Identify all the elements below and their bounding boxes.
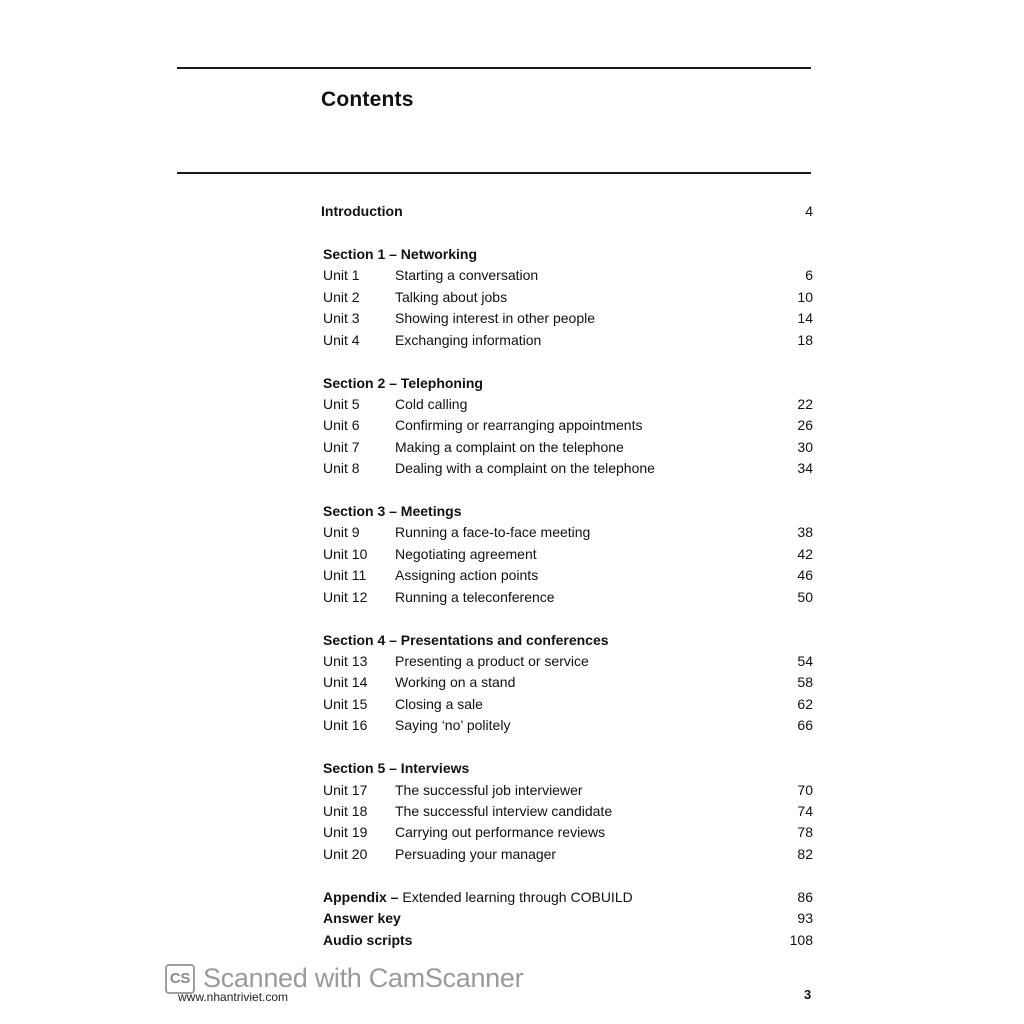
unit-page: 46 (797, 567, 813, 584)
unit-page: 42 (797, 545, 813, 562)
answer-key-label: Answer key (323, 910, 401, 927)
section-heading: Section 3 – Meetings (323, 503, 462, 520)
unit-number: Unit 4 (323, 331, 360, 348)
introduction-label: Introduction (321, 203, 403, 219)
introduction-page: 4 (805, 203, 813, 219)
unit-page: 38 (797, 524, 813, 541)
unit-page: 82 (797, 845, 813, 862)
toc-unit-row[interactable] (321, 715, 813, 736)
unit-title: Working on a stand (395, 674, 516, 691)
toc-unit-row[interactable] (321, 437, 813, 458)
page-title: Contents (321, 88, 414, 111)
section-heading: Section 5 – Interviews (323, 760, 470, 777)
toc-unit-row[interactable] (321, 415, 813, 436)
unit-number: Unit 16 (323, 717, 368, 734)
top-rule (177, 67, 811, 69)
unit-title: Starting a conversation (395, 267, 539, 284)
unit-number: Unit 20 (323, 845, 368, 862)
unit-page: 10 (797, 288, 813, 305)
unit-title: Talking about jobs (395, 288, 508, 305)
unit-number: Unit 6 (323, 417, 360, 434)
toc-audio-scripts[interactable] (321, 930, 813, 951)
unit-number: Unit 10 (323, 545, 368, 562)
unit-title: Making a complaint on the telephone (395, 438, 624, 455)
unit-title: Saying ‘no’ politely (395, 717, 511, 734)
toc-unit-row[interactable] (321, 822, 813, 843)
unit-title: Persuading your manager (395, 845, 557, 862)
toc-unit-row[interactable] (321, 330, 813, 351)
toc-unit-row[interactable] (321, 308, 813, 329)
unit-number: Unit 14 (323, 674, 368, 691)
unit-number: Unit 11 (323, 567, 367, 584)
unit-title: Confirming or rearranging appointments (395, 417, 643, 434)
unit-page: 62 (797, 695, 813, 712)
audio-scripts-page: 108 (789, 931, 813, 948)
unit-title: Negotiating agreement (395, 545, 537, 562)
unit-number: Unit 1 (323, 267, 360, 284)
unit-number: Unit 8 (323, 460, 360, 477)
toc-unit-row[interactable] (321, 844, 813, 865)
unit-page: 70 (797, 781, 813, 798)
unit-title: Showing interest in other people (395, 310, 596, 327)
title-rule (177, 172, 811, 174)
unit-page: 74 (797, 802, 813, 819)
unit-number: Unit 9 (323, 524, 360, 541)
toc-unit-row[interactable] (321, 587, 813, 608)
unit-number: Unit 7 (323, 438, 360, 455)
unit-number: Unit 15 (323, 695, 368, 712)
unit-page: 30 (797, 438, 813, 455)
toc-unit-row[interactable] (321, 522, 813, 543)
unit-title: Running a face-to-face meeting (395, 524, 591, 541)
unit-page: 22 (797, 395, 813, 412)
toc-unit-row[interactable] (321, 544, 813, 565)
unit-page: 18 (797, 331, 813, 348)
unit-page: 66 (797, 717, 813, 734)
section-heading: Section 1 – Networking (323, 245, 478, 262)
website-footer: www.nhantriviet.com (178, 990, 289, 1004)
toc-unit-row[interactable] (321, 651, 813, 672)
unit-title: Dealing with a complaint on the telephone (395, 460, 655, 477)
unit-page: 50 (797, 588, 813, 605)
unit-page: 14 (797, 310, 813, 327)
toc-unit-row[interactable] (321, 694, 813, 715)
toc-introduction[interactable] (321, 201, 813, 222)
unit-page: 54 (797, 653, 813, 670)
toc-unit-row[interactable] (321, 287, 813, 308)
unit-number: Unit 12 (323, 588, 368, 605)
table-of-contents (321, 201, 813, 951)
audio-scripts-label: Audio scripts (323, 931, 413, 948)
toc-unit-row[interactable] (321, 780, 813, 801)
section-heading: Section 4 – Presentations and conferences (323, 631, 609, 648)
toc-answer-key[interactable] (321, 908, 813, 929)
unit-number: Unit 18 (323, 802, 368, 819)
toc-unit-row[interactable] (321, 565, 813, 586)
unit-title: Running a teleconference (395, 588, 555, 605)
unit-title: The successful job interviewer (395, 781, 583, 798)
unit-page: 34 (797, 460, 813, 477)
unit-title: Presenting a product or service (395, 653, 589, 670)
toc-unit-row[interactable] (321, 801, 813, 822)
unit-number: Unit 2 (323, 288, 360, 305)
section-heading: Section 2 – Telephoning (323, 374, 483, 391)
unit-number: Unit 13 (323, 653, 368, 670)
unit-title: Exchanging information (395, 331, 542, 348)
unit-page: 58 (797, 674, 813, 691)
toc-unit-row[interactable] (321, 672, 813, 693)
unit-number: Unit 3 (323, 310, 360, 327)
unit-page: 78 (797, 824, 813, 841)
toc-appendix[interactable] (321, 887, 813, 908)
unit-page: 6 (805, 267, 813, 284)
unit-page: 26 (797, 417, 813, 434)
unit-title: Assigning action points (395, 567, 539, 584)
answer-key-page: 93 (797, 910, 813, 927)
camscanner-logo-icon: CS (165, 964, 195, 994)
appendix-title: Extended learning through COBUILD (402, 888, 633, 905)
unit-title: The successful interview candidate (395, 802, 613, 819)
toc-unit-row[interactable] (321, 394, 813, 415)
unit-title: Carrying out performance reviews (395, 824, 606, 841)
unit-title: Closing a sale (395, 695, 483, 712)
appendix-label: Appendix – (323, 888, 399, 905)
unit-number: Unit 17 (323, 781, 368, 798)
toc-unit-row[interactable] (321, 265, 813, 286)
page-number: 3 (804, 987, 812, 1002)
unit-number: Unit 5 (323, 395, 360, 412)
appendix-page: 86 (797, 888, 813, 905)
toc-unit-row[interactable] (321, 458, 813, 479)
unit-number: Unit 19 (323, 824, 368, 841)
unit-title: Cold calling (395, 395, 468, 412)
watermark-text: Scanned with CamScanner (203, 963, 524, 993)
